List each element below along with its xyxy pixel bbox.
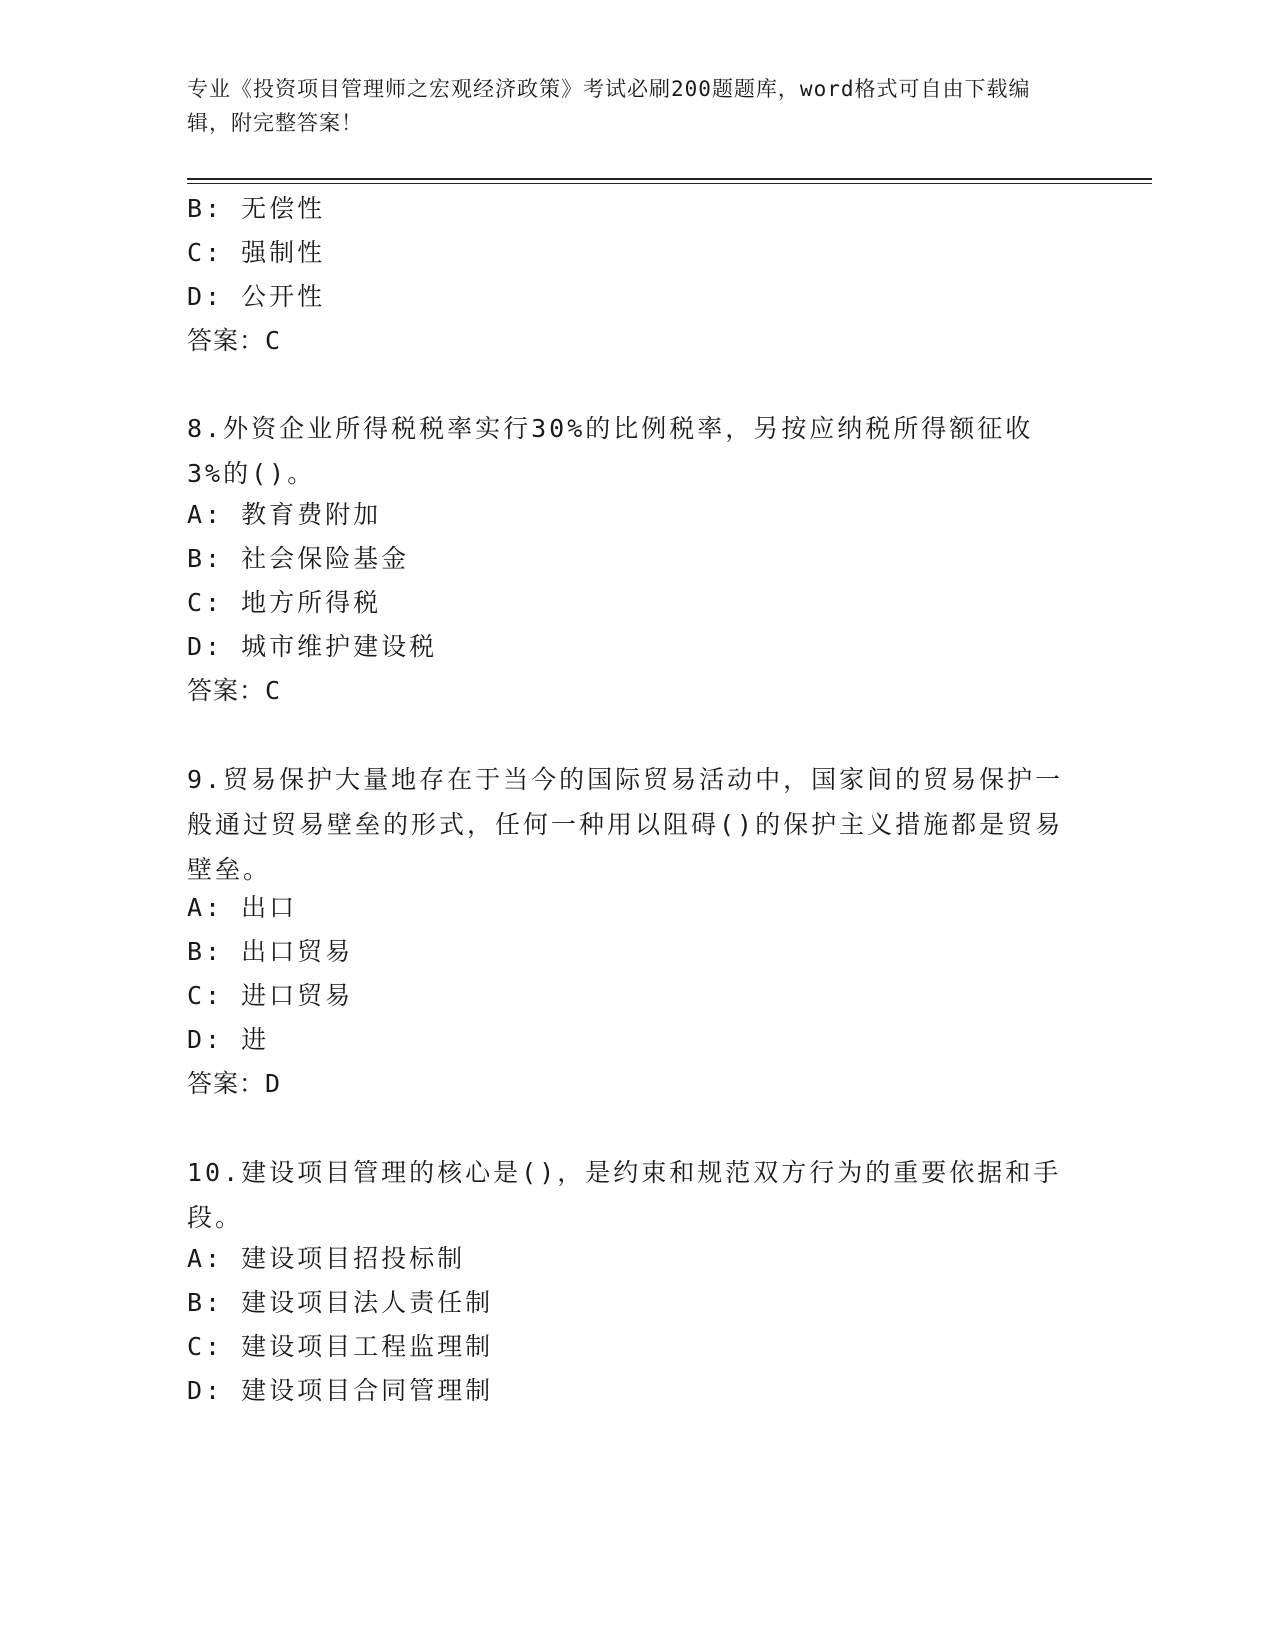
q9-option-d: D: 进 <box>187 1025 270 1054</box>
q10-option-b: B: 建设项目法人责任制 <box>187 1288 494 1317</box>
q9-option-b: B: 出口贸易 <box>187 937 354 966</box>
q7-option-c: C: 强制性 <box>187 238 326 267</box>
header-rule-thin <box>187 183 1152 184</box>
q8-option-c: C: 地方所得税 <box>187 588 382 617</box>
q9-answer: 答案：D <box>187 1069 282 1098</box>
q8-question: 8.外资企业所得税税率实行30%的比例税率，另按应纳税所得额征收3%的()。 <box>187 414 1034 488</box>
q10-option-a: A: 建设项目招投标制 <box>187 1244 466 1273</box>
q7-option-b: B: 无偿性 <box>187 194 326 223</box>
q10-option-c: C: 建设项目工程监理制 <box>187 1332 494 1361</box>
q9-question: 9.贸易保护大量地存在于当今的国际贸易活动中，国家间的贸易保护一般通过贸易壁垒的形式，任何一种用以阻碍()的保护主义措施都是贸易壁垒。 <box>187 765 1064 884</box>
q7-option-d: D: 公开性 <box>187 282 326 311</box>
document-header: 专业《投资项目管理师之宏观经济政策》考试必刷200题题库，word格式可自由下载编辑，附完整答案！ <box>187 77 1031 135</box>
q8-option-b: B: 社会保险基金 <box>187 544 410 573</box>
q8-option-a: A: 教育费附加 <box>187 500 382 529</box>
q10-option-d: D: 建设项目合同管理制 <box>187 1376 494 1405</box>
header-rule-thick <box>187 178 1152 180</box>
q8-option-d: D: 城市维护建设税 <box>187 632 438 661</box>
q9-option-a: A: 出口 <box>187 893 298 922</box>
q10-question: 10.建设项目管理的核心是()，是约束和规范双方行为的重要依据和手段。 <box>187 1158 1062 1232</box>
q8-answer: 答案：C <box>187 676 282 705</box>
q9-option-c: C: 进口贸易 <box>187 981 354 1010</box>
q7-answer: 答案：C <box>187 326 282 355</box>
